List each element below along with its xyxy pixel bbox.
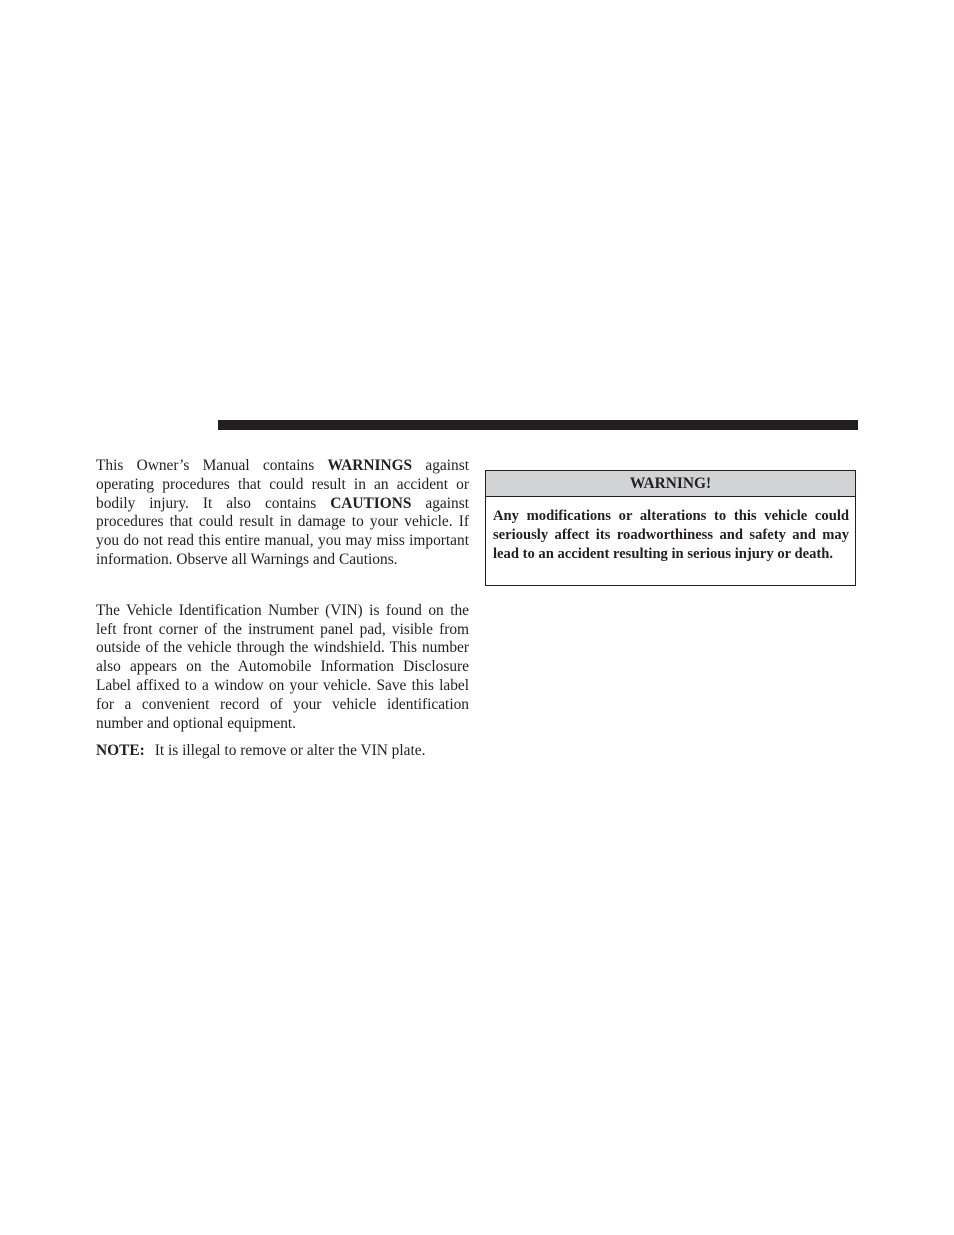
warning-body: Any modifications or alterations to this vehicle could seriously affect its roadworthiness and safety and may lead to an accident resulting in serious injury or death. (493, 508, 849, 562)
note-label: NOTE: (96, 742, 145, 760)
vin-note (96, 742, 469, 761)
main-text-column (96, 457, 469, 761)
cautions-term: CAUTIONS (330, 494, 412, 512)
section-header-bar (218, 420, 858, 430)
note-text: It is illegal to remove or alter the VIN plate. (154, 742, 426, 760)
intro-paragraph (96, 457, 469, 570)
intro-text-middle: against operating procedures that could result in an accident or bodily injury. It also contains (96, 457, 469, 512)
vin-paragraph: The Vehicle Identification Number (VIN) is found on the left front corner of the instrument panel pad, visible from outside of the vehicle through the windshield. This number also appears on the Automobile Information Disclosure Label affixed to a window on your vehicle. Save this label for a convenient record of your vehicle identification number and optional equipment. (96, 601, 469, 732)
intro-text-start: This Owner’s Manual contains (96, 457, 328, 474)
warning-box (485, 470, 856, 586)
warnings-term: WARNINGS (327, 457, 413, 474)
intro-text-end: against procedures that could result in damage to your vehicle. If you do not read this entire manual, you may miss important information. Observe all Warnings and Cautions. (96, 494, 469, 568)
warning-title: WARNING! (486, 471, 855, 497)
